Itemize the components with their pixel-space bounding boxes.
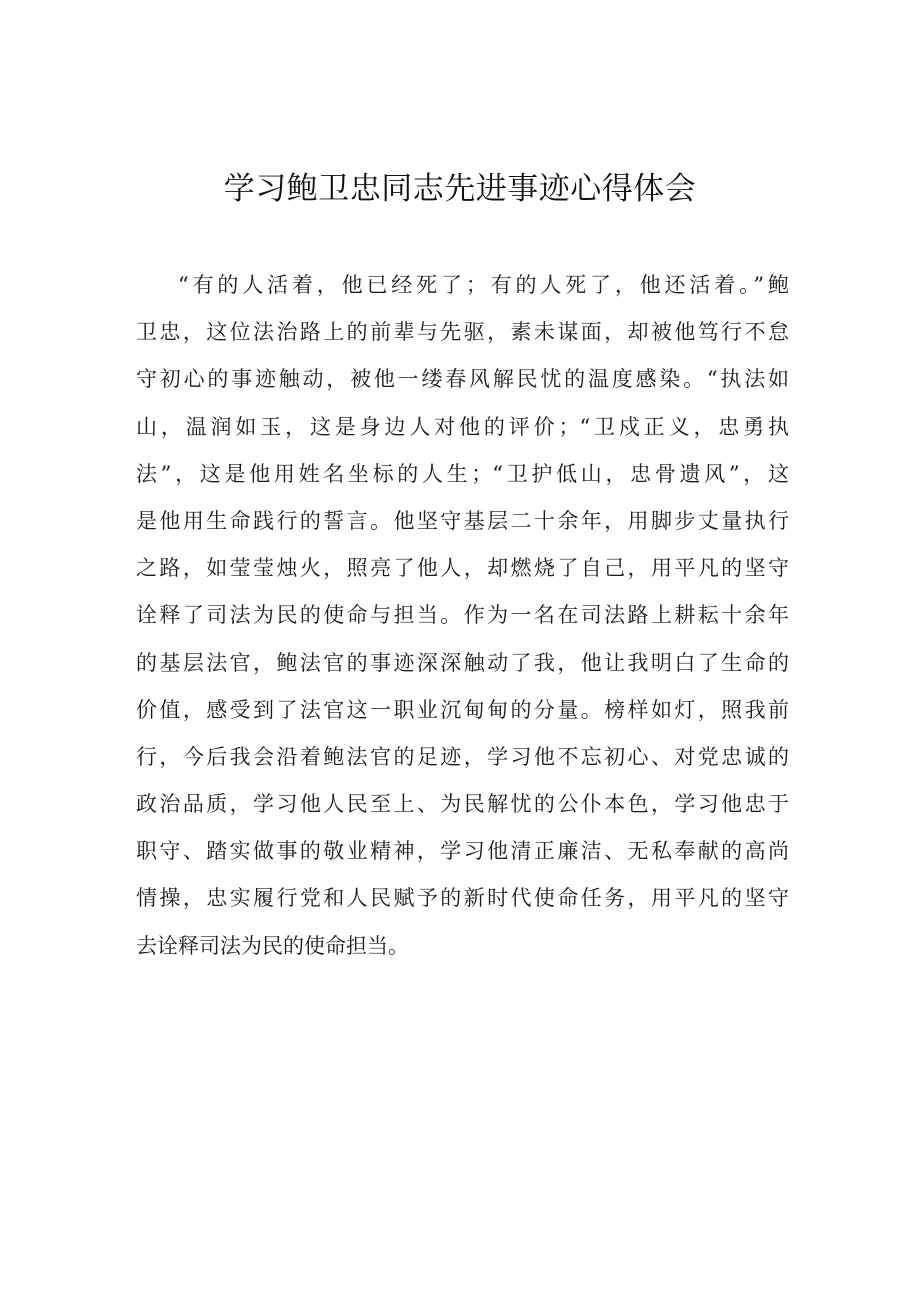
paragraph-line: 诠释了司法为民的使命与担当。作为一名在司法路上耕耘十余年 (136, 603, 789, 628)
paragraph-line: 情操，忠实履行党和人民赋予的新时代使命任务，用平凡的坚守 (136, 886, 789, 911)
paragraph-line: 价值，感受到了法官这一职业沉甸甸的分量。榜样如灯，照我前 (136, 697, 789, 722)
paragraph-line: 卫忠，这位法治路上的前辈与先驱，素未谋面，却被他笃行不怠 (136, 320, 789, 345)
paragraph-line: 法”，这是他用姓名坐标的人生；“卫护低山，忠骨遗风”，这 (136, 461, 789, 486)
body-paragraph (136, 262, 789, 970)
document-title: 学习鲍卫忠同志先进事迹心得体会 (223, 171, 697, 207)
paragraph-line: 去诠释司法为民的使命担当。 (136, 933, 409, 958)
paragraph-line: 行，今后我会沿着鲍法官的足迹，学习他不忘初心、对党忠诚的 (136, 744, 789, 769)
paragraph-line: 守初心的事迹触动，被他一缕春风解民忧的温度感染。“执法如 (136, 367, 789, 392)
paragraph-line: 的基层法官，鲍法官的事迹深深触动了我，他让我明白了生命的 (136, 650, 789, 675)
paragraph-line: “有的人活着，他已经死了；有的人死了，他还活着。”鲍 (178, 273, 789, 297)
paragraph-line: 职守、踏实做事的敬业精神，学习他清正廉洁、无私奉献的高尚 (136, 839, 789, 864)
paragraph-line: 之路，如莹莹烛火，照亮了他人，却燃烧了自己，用平凡的坚守 (136, 556, 789, 581)
paragraph-line: 政治品质，学习他人民至上、为民解忧的公仆本色，学习他忠于 (136, 792, 789, 817)
paragraph-line: 是他用生命践行的誓言。他坚守基层二十余年，用脚步丈量执行 (136, 508, 789, 533)
paragraph-line: 山，温润如玉，这是身边人对他的评价；“卫戍正义，忠勇执 (136, 414, 789, 439)
